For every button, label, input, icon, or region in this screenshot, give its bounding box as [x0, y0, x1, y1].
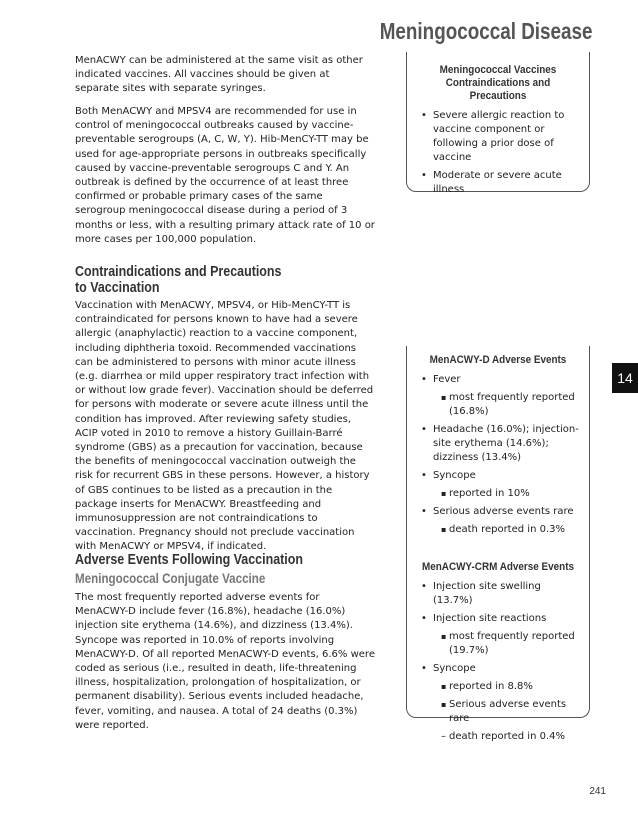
sub-list-item: – death reported in 0.4% — [441, 730, 581, 744]
sub-list — [433, 487, 581, 501]
heading-line: to Vaccination — [75, 280, 160, 296]
list-item — [417, 505, 581, 537]
menacwy-d-list — [407, 367, 589, 537]
contraindications-list — [407, 103, 589, 197]
page-number: 241 — [589, 786, 606, 797]
list-item-text: Serious adverse events rare — [433, 506, 574, 517]
list-item: • Injection site swelling (13.7%) — [417, 580, 581, 608]
sub-list — [433, 523, 581, 537]
menacwy-crm-title: MenACWY-CRM Adverse Events — [421, 561, 575, 573]
sub-list-item: ▪ most frequently reported (19.7%) — [441, 630, 581, 658]
sub-list-item: ▪ reported in 10% — [441, 487, 581, 501]
list-item-text: Injection site reactions — [433, 613, 547, 624]
list-item-text: Syncope — [433, 663, 476, 674]
heading-line: Contraindications and Precautions — [75, 264, 282, 280]
section-heading-contraindications — [75, 264, 333, 296]
list-item: • Headache (16.0%); injection-site erythema (14.6%); dizziness (13.4%) — [417, 423, 581, 465]
section-heading-adverse-events: Adverse Events Following Vaccination — [75, 552, 303, 568]
paragraph-contraindications: Vaccination with MenACWY, MPSV4, or Hib-MenCY-TT is contraindicated for persons known to have had a severe allergic (anaphylactic) reaction to a vaccine component, including diphtheria toxoid. Recommended vaccinations can be administered to persons with minor acute illness (e.g. diarrhea or mild upper respiratory tract infection with or without low grade fever). Vaccination should be deferred for persons with moderate or severe acute illness until the condition has improved. After reviewing safety studies, ACIP voted in 2010 to remove a history Guillain-Barré syndrome (GBS) as a precaution for vaccination, because the benefits of meningococcal vaccination outweigh the risk for recurrent GBS in these persons. However, a history of GBS continues to be listed as a precaution in the package inserts for MenACWY. Breastfeeding and immunosuppression are not contraindications to vaccination. Pregnancy should not preclude vaccination with MenACWY or MPSV4, if indicated. — [75, 300, 374, 553]
adverse-events-sidebar-box — [406, 346, 590, 742]
paragraph-coadministration: MenACWY can be administered at the same visit as other indicated vaccines. All vaccines should be given at separate sites with separate syringes. — [75, 55, 363, 95]
paragraph-outbreak-control: Both MenACWY and MPSV4 are recommended for use in control of meningococcal outbreaks caused by vaccine-preventable serogroups (A, C, W, Y). Hib-MenCY-TT may be used for age-appropriate persons in outbreaks specifically caused by vaccine-preventable serogroups C and Y. An outbreak is defined by the occurrence of at least three confirmed or probable primary cases of the same serogroup meningococcal disease during a period of 3 months or less, with a resulting primary attack rate of 10 or more cases per 100,000 population. — [75, 106, 375, 245]
contraindications-sidebar-box — [406, 52, 590, 195]
page-header-title: Meningococcal Disease — [379, 18, 592, 44]
list-item — [417, 662, 581, 744]
sub-list-item: ▪ most frequently reported (16.8%) — [441, 391, 581, 419]
sub-list-item: ▪ reported in 8.8% — [441, 680, 581, 694]
sub-list — [433, 630, 581, 658]
sub-list — [433, 680, 581, 744]
menacwy-crm-list — [407, 574, 589, 744]
paragraph-adverse-events: The most frequently reported adverse events for MenACWY-D include fever (16.8%), headache (16.0%) injection site erythema (14.6%), and dizziness (13.4%). Syncope was reported in 10.0% of reports involving MenACWY-D. Of all reported MenACWY-D events, 6.6% were coded as serious (i.e., resulted in death, life-threatening illness, hospitalization, prolongation of hospitalization, or permanent disability). Serious events included headache, fever, vomiting, and nausea. A total of 24 deaths (0.3%) were reported. — [75, 592, 375, 731]
chapter-tab: 14 — [612, 363, 638, 393]
sub-list-item: ▪ death reported in 0.3% — [441, 523, 581, 537]
box-title-line: Contraindications and Precautions — [445, 77, 551, 102]
sub-list-item: ▪ Serious adverse events rare — [441, 698, 581, 726]
list-item — [417, 469, 581, 501]
sub-list — [433, 391, 581, 419]
subheading-conjugate-vaccine: Meningococcal Conjugate Vaccine — [75, 571, 266, 586]
list-item-text: Fever — [433, 374, 461, 385]
menacwy-d-title: MenACWY-D Adverse Events — [429, 354, 567, 366]
list-item — [417, 373, 581, 419]
list-item: • Moderate or severe acute illness — [417, 169, 581, 197]
box-title — [416, 64, 580, 103]
box-title-line: Meningococcal Vaccines — [439, 64, 557, 76]
list-item: • Severe allergic reaction to vaccine component or following a prior dose of vaccine — [417, 109, 581, 165]
list-item — [417, 612, 581, 658]
list-item-text: Syncope — [433, 470, 476, 481]
